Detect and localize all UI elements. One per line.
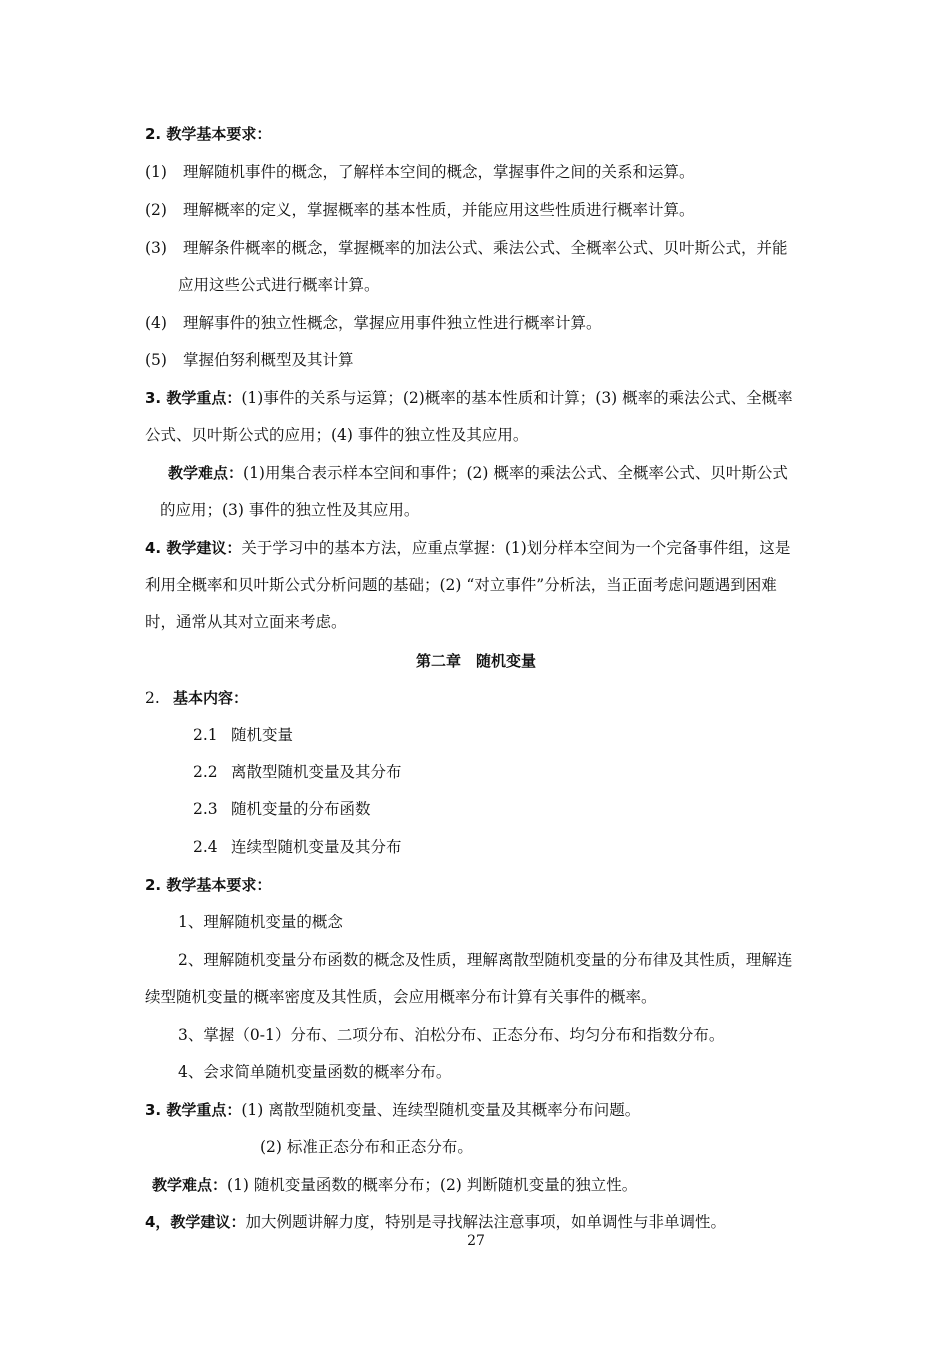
difficulties-line bbox=[152, 1175, 637, 1195]
item-text: 理解随机事件的概念，了解样本空间的概念，掌握事件之间的关系和运算。 bbox=[183, 163, 695, 181]
suggestion-line: 利用全概率和贝叶斯公式分析问题的基础；(2) “对立事件”分析法，当正面考虑问题遇到困难 bbox=[145, 576, 777, 594]
item-number: (4) bbox=[145, 314, 167, 332]
difficulties-label: 教学难点： bbox=[168, 464, 244, 482]
list-item bbox=[145, 238, 788, 258]
key-points-label: 3. 教学重点： bbox=[145, 1101, 242, 1119]
key-points-text: (1)事件的关系与运算；(2)概率的基本性质和计算；(3) 概率的乘法公式、全概率 bbox=[241, 389, 793, 407]
requirement-item: 3、掌握（0-1）分布、二项分布、泊松分布、正态分布、均匀分布和指数分布。 bbox=[178, 1026, 725, 1044]
item-number: (2) bbox=[145, 201, 167, 219]
content-item-number: 2.3 bbox=[193, 800, 218, 818]
chapter-title: 第二章 随机变量 bbox=[415, 652, 536, 670]
requirement-item: 4、会求简单随机变量函数的概率分布。 bbox=[178, 1063, 452, 1081]
content-item bbox=[193, 725, 293, 745]
item-number: (1) bbox=[145, 163, 167, 181]
content-item-text: 随机变量的分布函数 bbox=[231, 800, 371, 818]
content-number: 2. bbox=[145, 689, 160, 707]
item-text: 理解条件概率的概念，掌握概率的加法公式、乘法公式、全概率公式、贝叶斯公式，并能 bbox=[183, 239, 788, 257]
suggestion-line bbox=[145, 538, 790, 558]
content-item-number: 2.4 bbox=[193, 838, 218, 856]
content-item-text: 随机变量 bbox=[231, 726, 294, 744]
list-item-continuation: 应用这些公式进行概率计算。 bbox=[178, 276, 380, 294]
suggestion-text: 关于学习中的基本方法，应重点掌握：(1)划分样本空间为一个完备事件组，这是 bbox=[241, 539, 791, 557]
requirement-item: 1、理解随机变量的概念 bbox=[178, 913, 343, 931]
key-points-label: 3. 教学重点： bbox=[145, 389, 242, 407]
list-item bbox=[145, 200, 695, 220]
item-text: 理解概率的定义，掌握概率的基本性质，并能应用这些性质进行概率计算。 bbox=[183, 201, 695, 219]
suggestion-line: 时，通常从其对立面来考虑。 bbox=[145, 613, 347, 631]
suggestion-text: 加大例题讲解力度，特别是寻找解法注意事项，如单调性与非单调性。 bbox=[245, 1213, 726, 1231]
requirement-item: 2、理解随机变量分布函数的概念及性质，理解离散型随机变量的分布律及其性质，理解连 bbox=[178, 951, 793, 969]
content-item bbox=[193, 762, 402, 782]
content-item-number: 2.1 bbox=[193, 726, 218, 744]
list-item bbox=[145, 162, 695, 182]
content-item-text: 离散型随机变量及其分布 bbox=[231, 763, 402, 781]
key-points-line: (2) 标准正态分布和正态分布。 bbox=[260, 1138, 473, 1156]
key-points-line bbox=[145, 388, 793, 408]
difficulties-label: 教学难点： bbox=[152, 1176, 228, 1194]
page-number: 27 bbox=[467, 1233, 485, 1249]
content-item bbox=[193, 837, 402, 857]
section-heading-requirements: 2. 教学基本要求： bbox=[145, 876, 272, 894]
content-label: 基本内容： bbox=[173, 689, 249, 707]
key-points-line bbox=[145, 1100, 640, 1120]
suggestion-line bbox=[145, 1212, 726, 1232]
list-item bbox=[145, 313, 602, 333]
suggestion-label: 4. 教学建议： bbox=[145, 539, 242, 557]
content-heading bbox=[145, 688, 248, 708]
item-number: (3) bbox=[145, 239, 167, 257]
difficulties-text: (1) 随机变量函数的概率分布；(2) 判断随机变量的独立性。 bbox=[227, 1176, 638, 1194]
content-item-text: 连续型随机变量及其分布 bbox=[231, 838, 402, 856]
content-item bbox=[193, 799, 371, 819]
key-points-line: 公式、贝叶斯公式的应用；(4) 事件的独立性及其应用。 bbox=[145, 426, 529, 444]
list-item bbox=[145, 350, 354, 370]
suggestion-label: 4，教学建议： bbox=[145, 1213, 246, 1231]
difficulties-text: (1)用集合表示样本空间和事件；(2) 概率的乘法公式、全概率公式、贝叶斯公式 bbox=[243, 464, 788, 482]
difficulties-line: 的应用；(3) 事件的独立性及其应用。 bbox=[160, 501, 420, 519]
difficulties-line bbox=[168, 463, 788, 483]
item-number: (5) bbox=[145, 351, 167, 369]
content-item-number: 2.2 bbox=[193, 763, 218, 781]
item-text: 理解事件的独立性概念，掌握应用事件独立性进行概率计算。 bbox=[183, 314, 602, 332]
key-points-text: (1) 离散型随机变量、连续型随机变量及其概率分布问题。 bbox=[241, 1101, 641, 1119]
section-heading-requirements: 2. 教学基本要求： bbox=[145, 125, 272, 143]
item-text: 掌握伯努利概型及其计算 bbox=[183, 351, 354, 369]
requirement-item-continuation: 续型随机变量的概率密度及其性质，会应用概率分布计算有关事件的概率。 bbox=[145, 988, 657, 1006]
